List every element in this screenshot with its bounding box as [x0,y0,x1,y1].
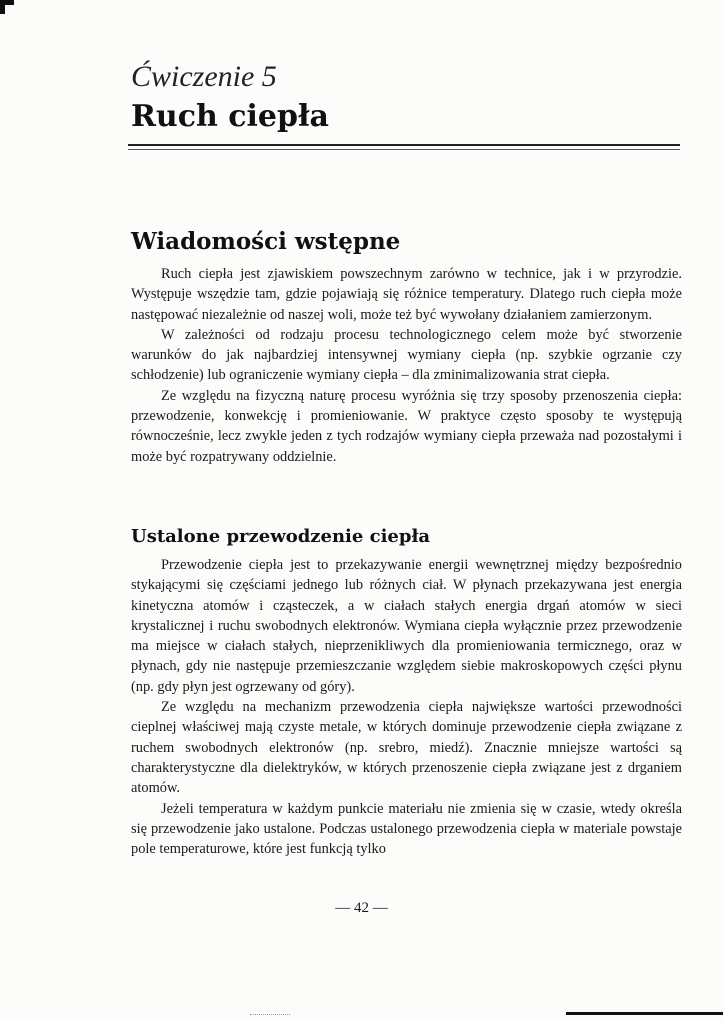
subsection-body [131,555,682,859]
scan-artifact [250,1014,290,1016]
paragraph: Ruch ciepła jest zjawiskiem powszechnym zarówno w technice, jak i w przyrodzie. Występuje wszędzie tam, gdzie pojawiają się różnice temperatury. Dlatego ruch ciepła może następować niezależnie od naszej woli, może też być wywołany działaniem zamierzonym. [131,266,682,323]
paragraph: W zależności od rodzaju procesu technologicznego celem może być stworzenie warunków do jak najbardziej intensywnej wymiany ciepła (np. szybkie ogrzanie czy schłodzenie) lub ograniczenie wymiany ciepła – dla zminimalizowania strat ciepła. [131,326,682,384]
paragraph: Przewodzenie ciepła jest to przekazywanie energii wewnętrznej między bezpośrednio stykającymi się częściami jednego lub różnych ciał. W płynach przekazywana jest energia kinetyczna atomów i cząsteczek, a w ciałach stałych energia drgań atomów w sieci krystalicznej i ruchu swobodnych elektronów. Wymiana ciepła wyłącznie przez przewodzenie ma miejsce w ciałach stałych, nieprzenikliwych dla promieniowania termicznego, oraz w płynach, gdy nie następuje przemieszczanie względem siebie makroskopowych części płynu (np. gdy płyn jest ogrzewany od góry). [131,557,682,695]
subsection-title: Ustalone przewodzenie ciepła [131,526,431,547]
paragraph: Ze względu na fizyczną naturę procesu wyróżnia się trzy sposoby przenoszenia ciepła: przewodzenie, konwekcję i promieniowanie. W praktyce często sposoby te występują równocześnie, lecz zwykle jeden z tych rodzajów wymiany ciepła przeważa nad pozostałymi i może być rozpatrywany oddzielnie. [131,387,682,465]
paragraph: Jeżeli temperatura w każdym punkcie materiału nie zmienia się w czasie, wtedy określa się przewodzenie jako ustalone. Podczas ustalonego przewodzenia ciepła w materiale powstaje pole temperaturowe, które jest funkcją tylko [131,800,682,858]
chapter-label: Ćwiczenie 5 [131,60,277,93]
section-title: Wiadomości wstępne [131,228,401,255]
paragraph: Ze względu na mechanizm przewodzenia ciepła największe wartości przewodności cieplnej właściwej mają czyste metale, w których dominuje przewodzenie ciepła związane z ruchem swobodnych elektronów (np. srebro, miedź). Znacznie mniejsze wartości są charakterystyczne dla dielektryków, w których przenoszenie ciepła związane jest z drganiem atomów. [131,699,682,797]
scan-artifact [566,1012,723,1015]
page-number: — 42 — [335,900,388,916]
section-body [131,264,682,467]
scan-corner-mark [0,0,14,14]
title-rule-thin [128,149,680,150]
chapter-title: Ruch ciepła [131,99,329,134]
title-rule-thick [128,144,680,146]
